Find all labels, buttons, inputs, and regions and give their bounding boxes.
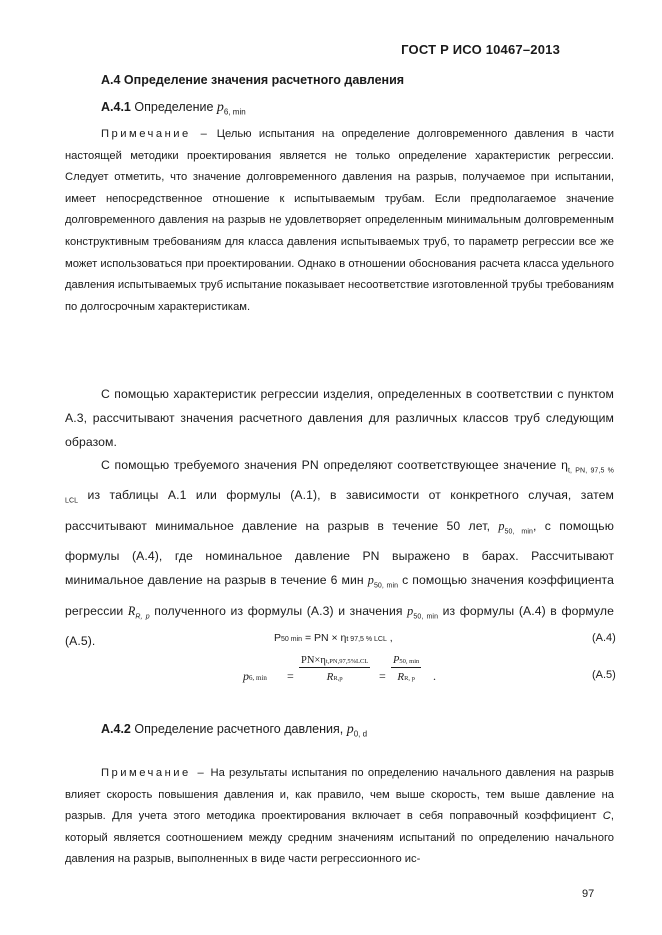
page-number: 97	[582, 888, 595, 900]
r-symbol: R	[127, 603, 136, 618]
formula-a4-tail: ,	[389, 632, 393, 644]
note-text: Целью испытания на определение долговременного давления в части настоящей методики проектирования является не только определение характеристик регрессии. Следует отметить, что значение долговременного давления на разрыв, получаемое при испытании, имеет непосредственное отношение к испытываемым трубам. Если предполагаемое значение долговременного давления на разрыв не удовлетворяет определенным минимальным долговременным конструктивным требованиям для класса давления испытываемых труб, то параметр регрессии все же может использоваться при проектировании. Однако в отношении обоснования расчета класса удельного давления испытываемых труб испытание показывает несоответствие изготовленной трубы требованиям по долгосрочным характеристикам.	[65, 128, 615, 313]
subsection-a42-title	[101, 722, 367, 739]
formula-a5-number: (А.5)	[592, 669, 616, 681]
note2-text-2: , который является соотношением между средним значениям испытаний по определению начального давления на разрыв, выполненных в виде части регрессионного ис-	[65, 810, 614, 866]
subsection-text: Определение	[134, 100, 214, 114]
formula-a4-number: (А.4)	[592, 632, 616, 644]
formula-a4-lhs-sub: 50 min	[281, 636, 303, 643]
note-label: Примечание –	[101, 128, 210, 140]
para2-text-2: из таблицы А.1 или формулы (А.1), в зависимости от конкретного случая, затем рассчитывают минимальное давление на разрыв в течение 50 лет,	[65, 488, 614, 533]
formula-a5-fraction-2: P50, min RR, p	[393, 655, 420, 683]
subsection-number: А.4.2	[101, 722, 131, 736]
symbol-subscript: 0, d	[353, 729, 368, 739]
subsection-text: Определение расчетного давления,	[134, 722, 344, 736]
p50-subscript: 50, min	[504, 528, 533, 536]
para2-text-1: С помощью требуемого значения PN определяют соответствующее значение	[101, 458, 557, 472]
symbol-p: p	[346, 722, 354, 737]
note2-text-1: На результаты испытания по определению начального давления на разрыв влияет скорость повышения давления и, как правило, чем выше скорость, тем выше давление на разрыв. Для учета этого методика проектирования включает в себя поправочный коэффициент	[65, 767, 615, 823]
formula-a5-lhs: p6, min	[243, 669, 267, 683]
formula-a5-fraction-1: PN×ηt,PN,97,5%LCL RR,p	[301, 655, 369, 683]
standard-header: ГОСТ Р ИСО 10467–2013	[401, 42, 560, 57]
para2-text-3: , с помощью формулы (А.4), где номинальное давление PN выражено в барах. Рассчитывают минимальное давление на разрыв в течение 6 мин	[65, 518, 614, 588]
formula-a4-lhs: P	[274, 632, 282, 644]
note-2	[65, 763, 614, 871]
p50-symbol: p	[498, 518, 505, 533]
subsection-a41-title	[101, 100, 246, 117]
formula-a4-mid: = PN × η	[304, 632, 347, 644]
para2-text-6: из формулы (А.4) в формуле (А.5).	[65, 603, 614, 649]
eta-subscript: t, PN, 97,5 % LCL	[65, 467, 614, 505]
formula-a5: p6, min = PN×ηt,PN,97,5%LCL RR,p = P50, min RR, p .	[243, 655, 436, 683]
para2-text-5: полученного из формулы (А.3) и значения	[154, 603, 403, 618]
subsection-number: А.4.1	[101, 100, 131, 114]
paragraph-1	[65, 382, 614, 454]
paragraph-1-text: С помощью характеристик регрессии изделия, определенных в соответствии с пунктом А.3, рассчитывают значения расчетного давления для различных классов труб следующим образом.	[65, 387, 614, 449]
r-subscript: R, p	[135, 613, 150, 621]
formula-a4	[274, 632, 393, 644]
para2-text-4: с помощью значения коэффициента регрессии	[65, 573, 614, 618]
symbol-subscript: 6, min	[223, 107, 246, 117]
formula-a4-mid-sub: t 97,5 % LCL	[346, 636, 387, 643]
section-title: А.4 Определение значения расчетного давления	[101, 73, 405, 87]
note-1	[65, 124, 614, 318]
coefficient-c: С	[602, 810, 611, 823]
note-label: Примечание –	[101, 767, 207, 779]
symbol-p: p	[216, 100, 224, 115]
paragraph-2: С помощью требуемого значения PN определяют соответствующее значение $\eta_{t, PN, 97,5 \% LCL}$ из таблицы А.1 или формулы (А.1), в зависимости от конкретного случая, затем рассчитывают минимальное давление на разрыв в течение 50 лет, $p_{50, min}$, с помощью формулы (А.4), где номинальное давление PN выражено в барах. Рассчитывают минимальное давление на разрыв в течение 6 мин $p_{50, min}$ с помощью значения коэффициента регрессии $R_{R, p}$ полученного из формулы (А.3) и значения $p_{50, min}$ из формулы (А.4) в формуле (А.5).	[65, 458, 614, 649]
eta-symbol: η	[561, 458, 568, 472]
